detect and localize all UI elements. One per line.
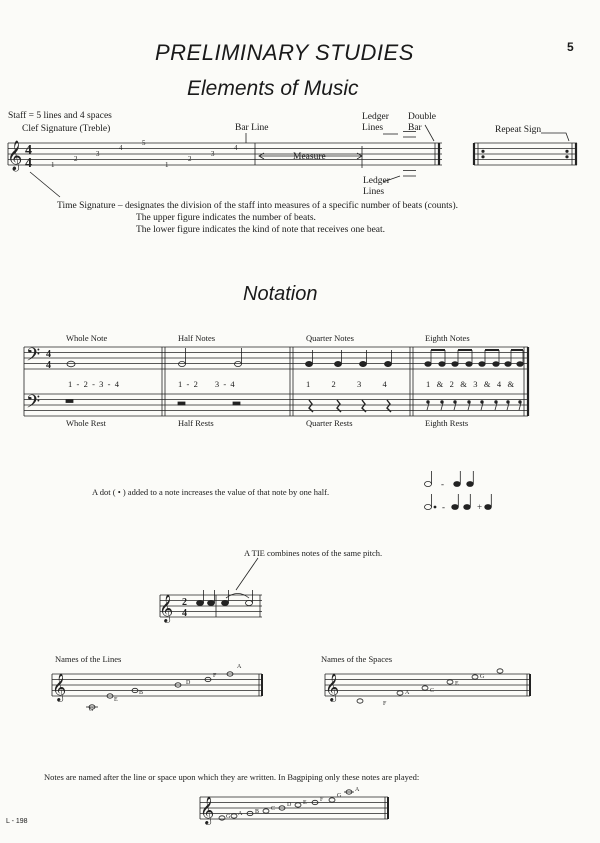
time-signature-lower-note: The lower figure indicates the kind of note that receives one beat.	[136, 225, 386, 235]
notation-staff	[24, 347, 528, 416]
dot-rule-symbol: +	[477, 502, 483, 512]
repeat-sign	[474, 143, 577, 165]
space-names-label: Names of the Spaces	[321, 654, 393, 664]
bagpipe-note-name: B	[255, 809, 260, 815]
staff-position-number: 5	[142, 139, 146, 147]
line-names-label: Names of the Lines	[55, 654, 122, 664]
tie-time-signature-lower: 4	[182, 608, 187, 619]
bagpipe-note-name: A	[355, 787, 360, 793]
bagpipe-note-name: G	[226, 814, 231, 820]
whole-note-count: 1 - 2 - 3 - 4	[68, 379, 119, 389]
treble-clef-icon: 𝄞	[7, 141, 23, 170]
notation-time-signature-lower: 4	[46, 360, 51, 371]
eighth-notes-label: Eighth Notes	[425, 333, 470, 343]
ledger-lines-top-label: Ledger Lines	[362, 112, 389, 133]
staff-label: Staff = 5 lines and 4 spaces	[8, 111, 112, 121]
treble-clef-icon: 𝄞	[159, 596, 174, 622]
staff-position-number: 4	[234, 144, 238, 152]
line-note-name: E	[114, 697, 118, 703]
treble-clef-icon: 𝄞	[52, 675, 67, 701]
space-note-name: G	[480, 674, 485, 680]
elements-staff	[8, 125, 569, 197]
time-signature-definition: Time Signature – designates the division of the staff into measures of a specific number of beats (counts).	[57, 201, 459, 211]
staff-position-number: 2	[188, 155, 192, 163]
tie-time-signature-upper: 2	[182, 597, 187, 608]
double-bar-label: Double Bar	[408, 112, 436, 133]
time-signature-upper-note: The upper figure indicates the number of beats.	[136, 213, 316, 223]
bagpipe-note-name: G	[337, 793, 342, 799]
bagpipe-note-name: D	[287, 802, 292, 808]
staff-position-number: 1	[51, 161, 55, 169]
line-note-name: A	[237, 664, 242, 670]
space-note-name: F	[383, 701, 387, 707]
time-signature-lower: 4	[25, 156, 32, 171]
half-rests-label: Half Rests	[178, 418, 214, 428]
line-note-name: G	[89, 707, 94, 713]
ledger-lines-bottom-label: Ledger Lines	[363, 176, 390, 197]
staff-position-number: 2	[74, 155, 78, 163]
staff-position-number: 3	[211, 150, 215, 158]
bagpipe-notes-text: Notes are named after the line or space upon which they are written. In Bagpiping only these notes are played:	[44, 772, 420, 782]
bass-clef-icon-top: 𝄢	[26, 344, 41, 369]
tie-arc	[226, 594, 249, 599]
measure-label: Measure	[293, 152, 326, 162]
bar-line-label: Bar Line	[235, 123, 269, 133]
staff-position-number: 4	[119, 144, 123, 152]
time-signature-upper: 4	[25, 143, 32, 158]
quarter-notes-count: 1 2 3 4	[306, 379, 387, 389]
treble-clef-icon: 𝄞	[200, 798, 215, 824]
page-title: PRELIMINARY STUDIES	[155, 40, 414, 65]
line-note-name: F	[213, 673, 217, 679]
whole-note-label: Whole Note	[66, 333, 108, 343]
whole-rest-icon	[66, 400, 73, 403]
eighth-rests-label: Eighth Rests	[425, 418, 469, 428]
bagpipe-note-name: A	[238, 811, 243, 817]
space-note-name: E	[455, 681, 459, 687]
half-notes-count: 1 - 2 3 - 4	[178, 379, 235, 389]
whole-rest-label: Whole Rest	[66, 418, 106, 428]
bass-clef-icon-bottom: 𝄢	[26, 391, 41, 416]
eighth-notes-count: 1 & 2 & 3 & 4 &	[426, 379, 515, 389]
footer-code: L - 198	[6, 818, 28, 825]
line-names-staff	[52, 672, 262, 709]
staff-position-number: 3	[96, 150, 100, 158]
dot-rule-symbol: -	[441, 479, 444, 489]
page-number: 5	[567, 40, 574, 54]
tie-text: A TIE combines notes of the same pitch.	[244, 548, 383, 558]
tie-staff	[160, 558, 262, 617]
whole-note-icon	[67, 361, 75, 367]
treble-clef-icon: 𝄞	[325, 675, 340, 701]
space-names-staff	[325, 669, 530, 703]
quarter-notes-label: Quarter Notes	[306, 333, 354, 343]
bagpipe-note-name: C	[271, 806, 276, 812]
staff-position-number: 1	[165, 161, 169, 169]
bagpipe-note-name: E	[303, 800, 307, 806]
repeat-sign-label: Repeat Sign	[495, 125, 542, 135]
notation-time-signature-upper: 4	[46, 349, 51, 360]
half-rests-icon	[178, 402, 240, 405]
space-note-name: A	[405, 690, 410, 696]
clef-label: Clef Signature (Treble)	[22, 124, 111, 134]
line-note-name: B	[139, 690, 144, 696]
space-note-name: C	[430, 688, 435, 694]
bagpipe-note-name: F	[320, 797, 324, 803]
notation-heading: Notation	[243, 283, 318, 305]
dot-rule-symbol: -	[442, 502, 445, 512]
half-notes-label: Half Notes	[178, 333, 216, 343]
line-note-name: D	[186, 680, 191, 686]
dot-rule-text: A dot ( • ) added to a note increases the value of that note by one half.	[92, 487, 330, 497]
page-subtitle: Elements of Music	[187, 77, 359, 100]
quarter-rests-label: Quarter Rests	[306, 418, 353, 428]
